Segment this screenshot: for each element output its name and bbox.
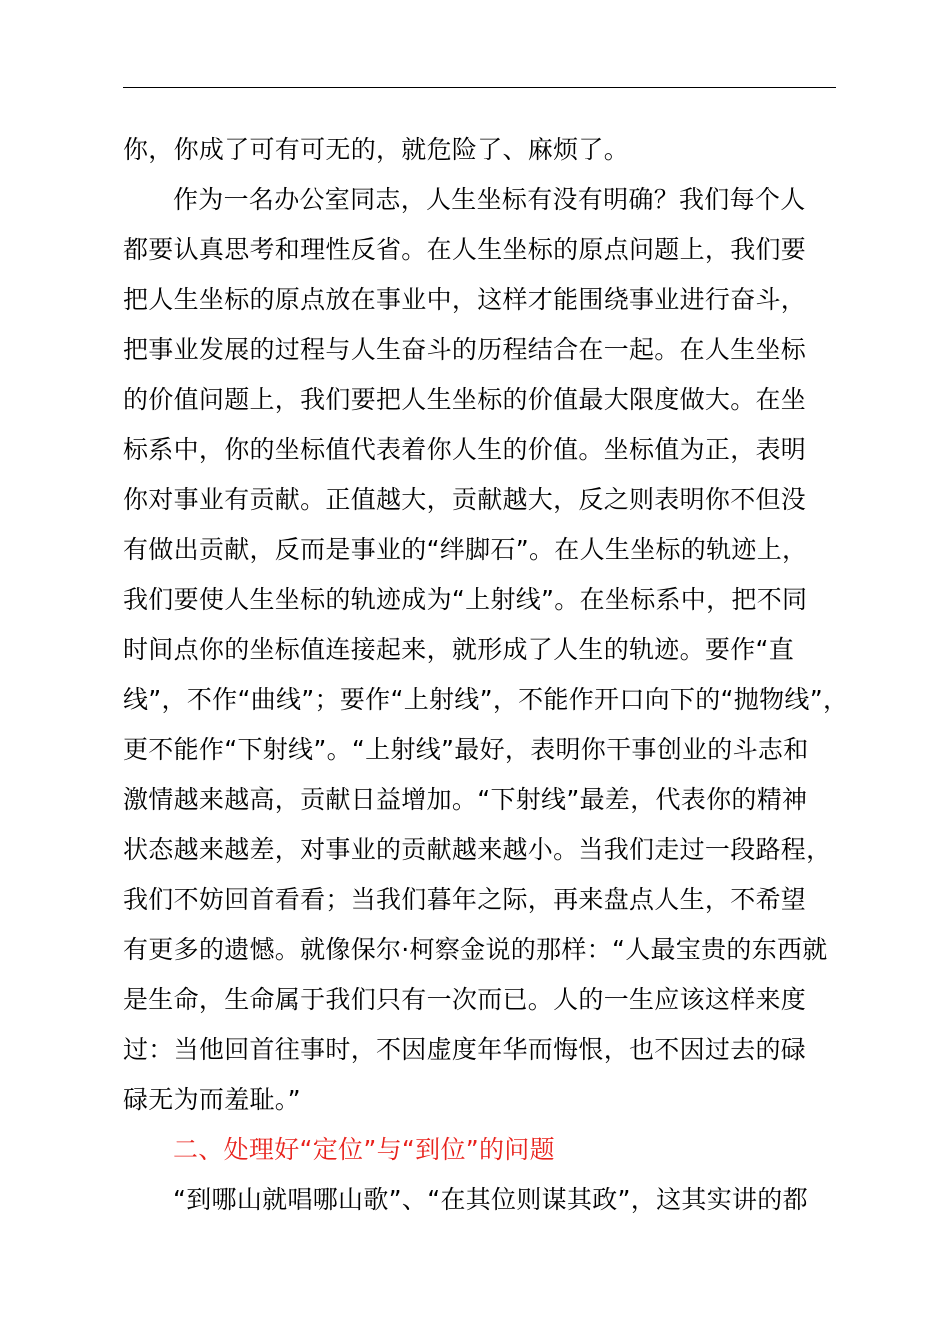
document-body [123, 125, 863, 1225]
text-line: 我们不妨回首看看；当我们暮年之际，再来盘点人生，不希望 [123, 885, 807, 914]
text-line: 把事业发展的过程与人生奋斗的历程结合在一起。在人生坐标 [123, 335, 807, 364]
text-line: 你对事业有贡献。正值越大，贡献越大，反之则表明你不但没 [123, 485, 807, 514]
header-rule [123, 87, 836, 88]
text-line: 碌无为而羞耻。” [123, 1085, 301, 1114]
text-line: 线”，不作“曲线”；要作“上射线”，不能作开口向下的“抛物线”， [123, 685, 849, 714]
text-line: 过：当他回首往事时，不因虚度年华而悔恨，也不因过去的碌 [123, 1035, 807, 1064]
text-line: 是生命，生命属于我们只有一次而已。人的一生应该这样来度 [123, 985, 807, 1014]
text-line: 把人生坐标的原点放在事业中，这样才能围绕事业进行奋斗， [123, 285, 807, 314]
text-line: 更不能作“下射线”。“上射线”最好，表明你干事创业的斗志和 [123, 735, 809, 764]
text-line: 状态越来越差，对事业的贡献越来越小。当我们走过一段路程， [123, 835, 832, 864]
paragraph-start-line: 作为一名办公室同志，人生坐标有没有明确？我们每个人 [173, 185, 806, 214]
text-line: 我们要使人生坐标的轨迹成为“上射线”。在坐标系中，把不同 [123, 585, 808, 614]
text-line: 标系中，你的坐标值代表着你人生的价值。坐标值为正，表明 [123, 435, 807, 464]
paragraph-start-line: “到哪山就唱哪山歌”、“在其位则谋其政”，这其实讲的都 [173, 1185, 808, 1214]
text-line: 都要认真思考和理性反省。在人生坐标的原点问题上，我们要 [123, 235, 807, 264]
text-line: 你，你成了可有可无的，就危险了、麻烦了。 [123, 135, 630, 164]
text-line: 的价值问题上，我们要把人生坐标的价值最大限度做大。在坐 [123, 385, 807, 414]
text-line: 激情越来越高，贡献日益增加。“下射线”最差，代表你的精神 [123, 785, 808, 814]
text-line: 有更多的遗憾。就像保尔·柯察金说的那样：“人最宝贵的东西就 [123, 935, 828, 964]
text-line: 时间点你的坐标值连接起来，就形成了人生的轨迹。要作“直 [123, 635, 795, 664]
section-heading: 二、处理好“定位”与“到位”的问题 [173, 1135, 555, 1164]
text-line: 有做出贡献，反而是事业的“绊脚石”。在人生坐标的轨迹上， [123, 535, 808, 564]
